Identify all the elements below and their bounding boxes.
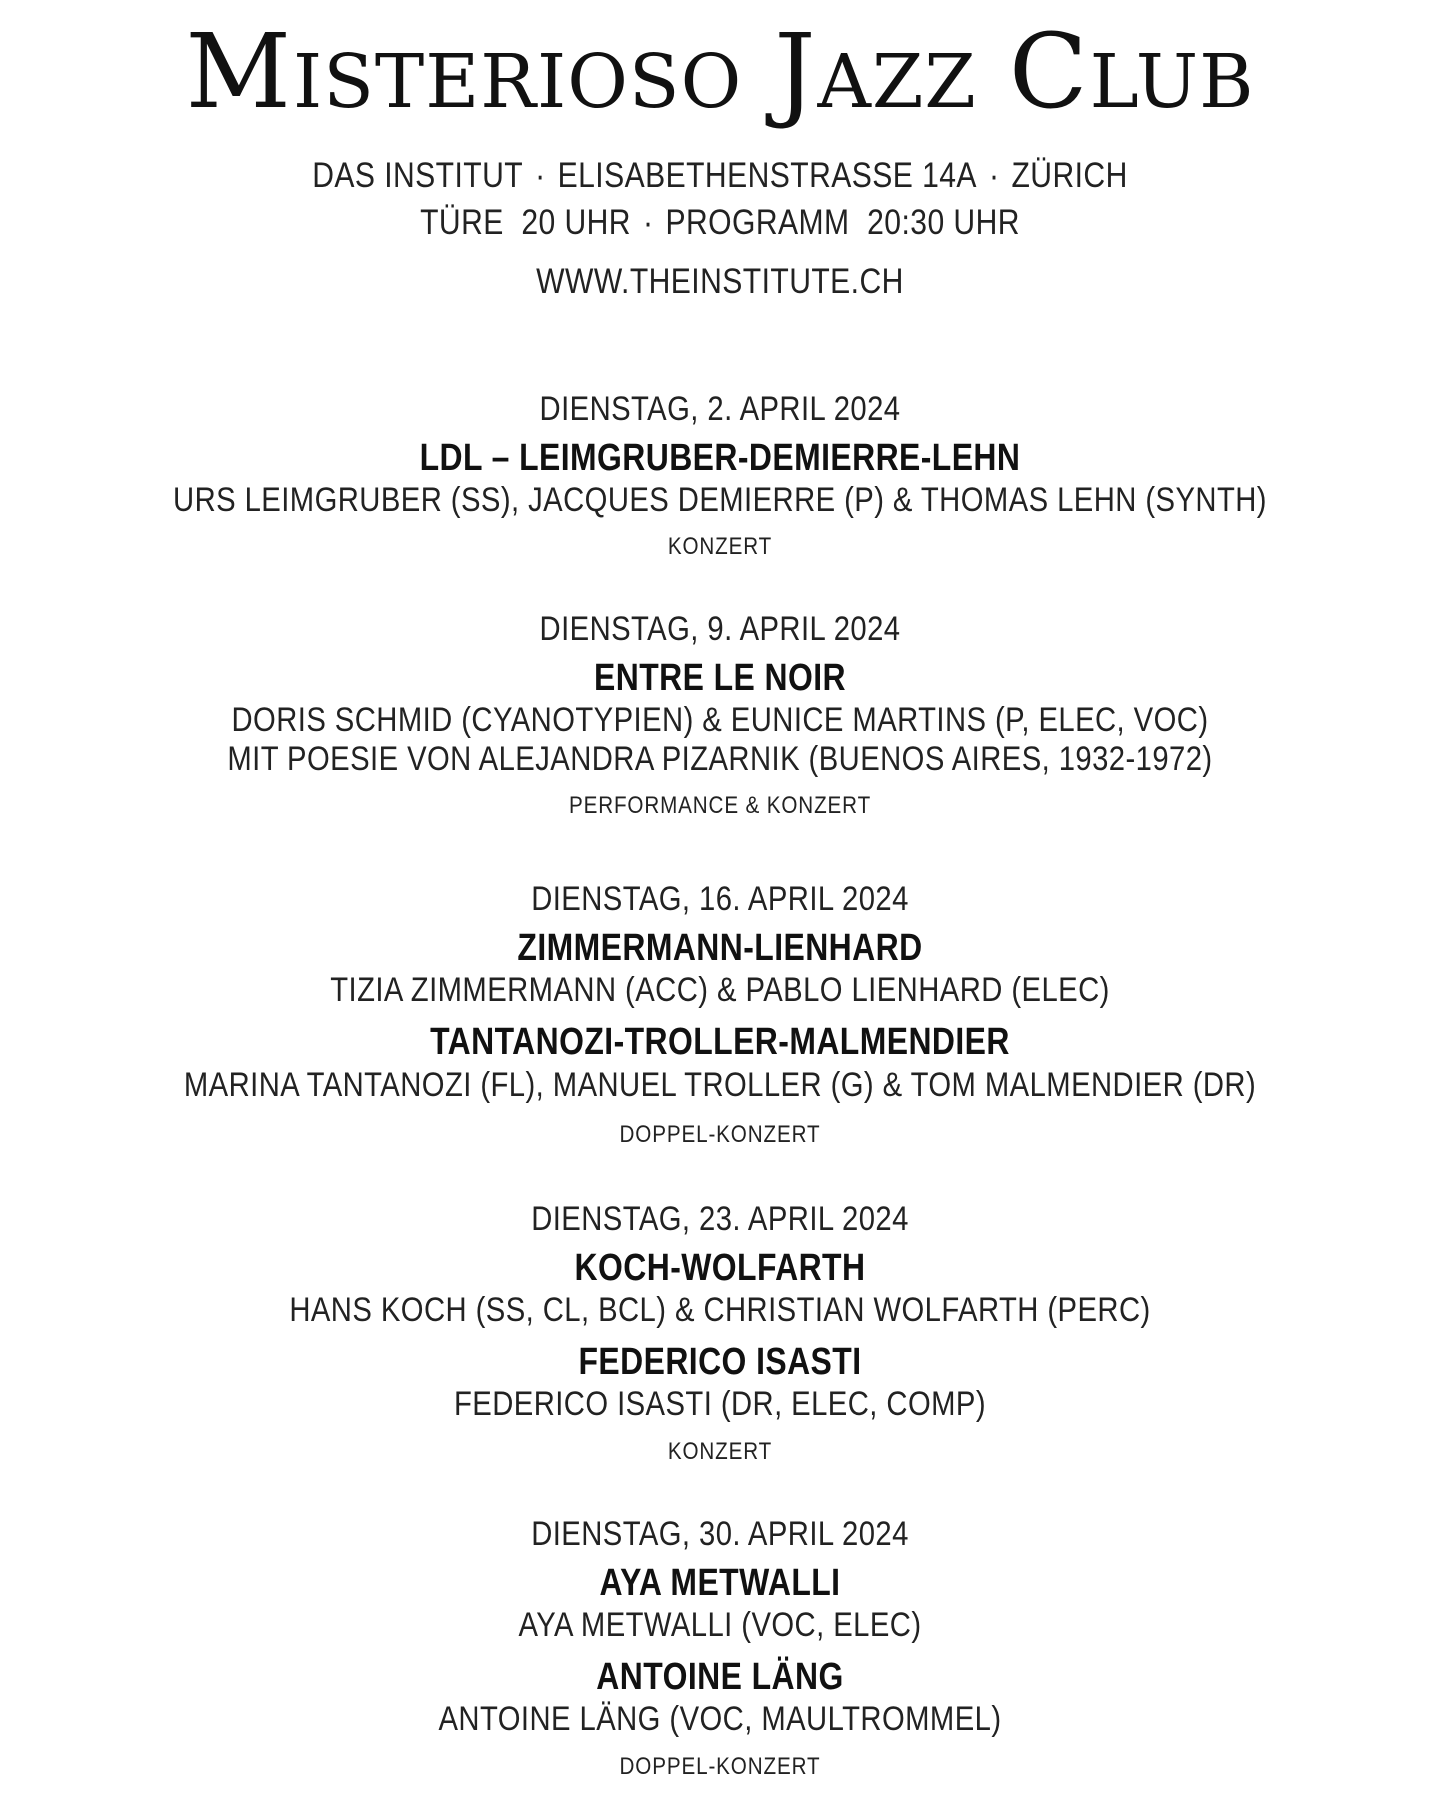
event-act-title: KOCH-WOLFARTH bbox=[574, 1247, 866, 1289]
event-performers: DORIS SCHMID (CYANOTYPIEN) & EUNICE MARTINS (P, ELEC, VOC) bbox=[231, 701, 1209, 739]
page-title bbox=[0, 12, 1440, 142]
event-act-title: ENTRE LE NOIR bbox=[594, 657, 846, 699]
venue-address: ELISABETHENSTRASSE 14A bbox=[557, 156, 977, 195]
separator-dot: · bbox=[643, 203, 654, 242]
event-type: KONZERT bbox=[667, 1438, 773, 1465]
event-date: DIENSTAG, 9. APRIL 2024 bbox=[539, 610, 901, 648]
venue-line bbox=[101, 156, 1339, 196]
event-act-title: FEDERICO ISASTI bbox=[578, 1341, 862, 1383]
event-type: DOPPEL-KONZERT bbox=[619, 1121, 821, 1148]
event-act-title: ANTOINE LÄNG bbox=[596, 1656, 844, 1698]
separator-dot: · bbox=[988, 156, 1000, 195]
event-performers: URS LEIMGRUBER (SS), JACQUES DEMIERRE (P) & THOMAS LEHN (SYNTH) bbox=[173, 481, 1267, 519]
event-act-title: TANTANOZI-TROLLER-MALMENDIER bbox=[430, 1021, 1010, 1063]
website-link[interactable]: WWW.THEINSTITUTE.CH bbox=[536, 262, 904, 301]
event-performers: FEDERICO ISASTI (DR, ELEC, COMP) bbox=[453, 1385, 987, 1423]
event-performers: AYA METWALLI (VOC, ELEC) bbox=[518, 1606, 922, 1644]
event-act-title: ZIMMERMANN-LIENHARD bbox=[517, 927, 923, 969]
time-line bbox=[101, 203, 1339, 243]
event-act-title: AYA METWALLI bbox=[599, 1562, 841, 1604]
title-word-3: CLUB bbox=[1008, 12, 1255, 132]
event-performers: ANTOINE LÄNG (VOC, MAULTROMMEL) bbox=[438, 1700, 1002, 1738]
event-performers: TIZIA ZIMMERMANN (ACC) & PABLO LIENHARD (ELEC) bbox=[330, 971, 1110, 1009]
title-word-1: MISTERIOSO bbox=[185, 12, 743, 132]
event-date: DIENSTAG, 16. APRIL 2024 bbox=[531, 880, 909, 918]
event-date: DIENSTAG, 2. APRIL 2024 bbox=[539, 390, 901, 428]
title-word-2: JAZZ bbox=[774, 12, 977, 132]
event-type: KONZERT bbox=[667, 533, 773, 560]
event-type: DOPPEL-KONZERT bbox=[619, 1753, 821, 1780]
event-type: PERFORMANCE & KONZERT bbox=[568, 792, 872, 819]
doors-time: TÜRE 20 UHR bbox=[420, 203, 631, 242]
venue-city: ZÜRICH bbox=[1011, 156, 1128, 195]
event-date: DIENSTAG, 23. APRIL 2024 bbox=[531, 1200, 909, 1238]
event-date: DIENSTAG, 30. APRIL 2024 bbox=[531, 1515, 909, 1553]
event-act-title: LDL – LEIMGRUBER-DEMIERRE-LEHN bbox=[419, 437, 1021, 479]
event-performers: MARINA TANTANOZI (FL), MANUEL TROLLER (G) & TOM MALMENDIER (DR) bbox=[183, 1066, 1257, 1104]
separator-dot: · bbox=[535, 156, 546, 195]
program-time: PROGRAMM 20:30 UHR bbox=[665, 203, 1020, 242]
event-performers: HANS KOCH (SS, CL, BCL) & CHRISTIAN WOLFARTH (PERC) bbox=[289, 1291, 1151, 1329]
event-performers: MIT POESIE VON ALEJANDRA PIZARNIK (BUENOS AIRES, 1932-1972) bbox=[227, 740, 1213, 778]
venue-name: DAS INSTITUT bbox=[312, 156, 524, 195]
